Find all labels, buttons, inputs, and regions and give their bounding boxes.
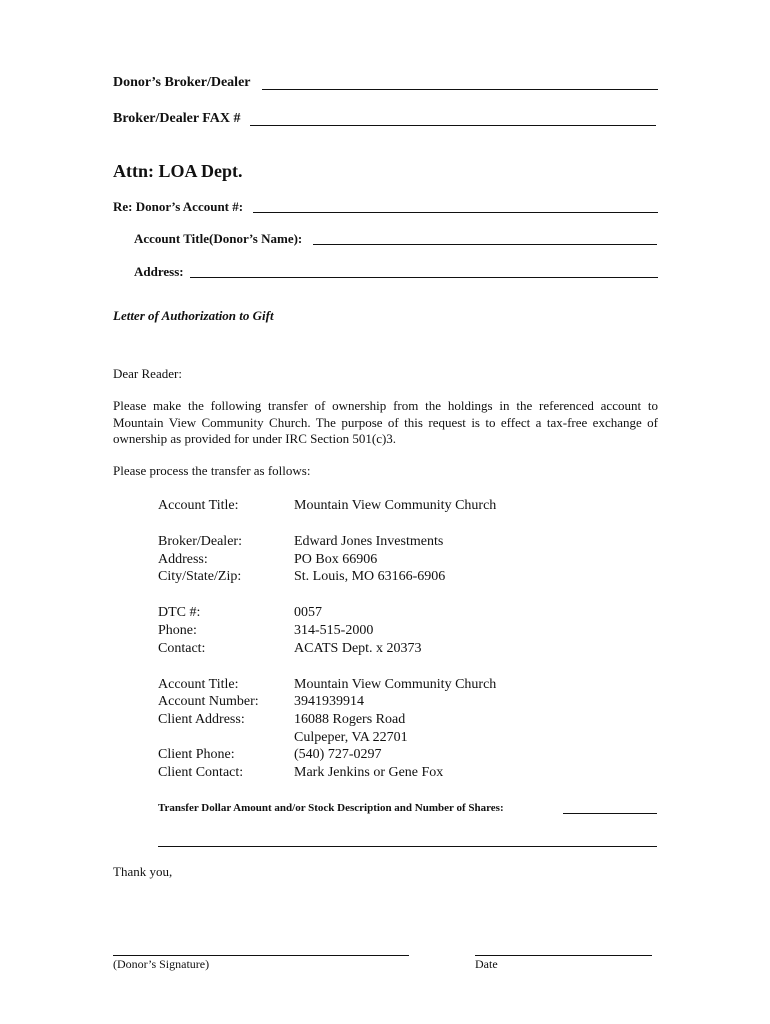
attn-heading: Attn: LOA Dept.	[113, 161, 243, 181]
fax-field[interactable]	[250, 125, 656, 126]
broker-dealer-field[interactable]	[262, 89, 658, 90]
salutation: Dear Reader:	[113, 366, 182, 381]
broker-row-value: Edward Jones Investments	[294, 534, 444, 549]
broker-address-label: Address:	[158, 552, 208, 567]
address-field[interactable]	[190, 277, 658, 278]
fax-label: Broker/Dealer FAX #	[113, 111, 241, 126]
phone-value: 314-515-2000	[294, 623, 374, 638]
address-label: Address:	[134, 264, 184, 279]
paragraph-purpose: Please make the following transfer of ownership from the holdings in the referenced account to Mountain View Community Church. The purpose of this request is to effect a tax-free exchange of ownership as provided for under IRC Section 501(c)3.	[113, 398, 658, 446]
phone-label: Phone:	[158, 623, 197, 638]
re-account-label: Re: Donor’s Account #:	[113, 199, 244, 214]
client-contact-label: Client Contact:	[158, 765, 244, 780]
transfer-amount-label: Transfer Dollar Amount and/or Stock Description and Number of Shares:	[158, 802, 504, 814]
client-contact-value: Mark Jenkins or Gene Fox	[294, 765, 444, 780]
donor-account-field[interactable]	[253, 212, 658, 213]
transfer-amount-field[interactable]	[563, 813, 657, 814]
date-line[interactable]	[475, 955, 652, 956]
thank-you: Thank you,	[113, 864, 173, 879]
city-state-zip-value: St. Louis, MO 63166-6906	[294, 569, 446, 584]
transfer-description-field[interactable]	[158, 846, 657, 847]
dtc-value: 0057	[294, 605, 322, 620]
account-number-value: 3941939914	[294, 694, 364, 709]
city-state-zip-label: City/State/Zip:	[158, 569, 242, 584]
contact-label: Contact:	[158, 641, 206, 656]
client-address-line2: Culpeper, VA 22701	[294, 730, 408, 745]
dtc-label: DTC #:	[158, 605, 201, 620]
broker-address-value: PO Box 66906	[294, 552, 378, 567]
recipient-account-title-label: Account Title:	[158, 677, 239, 692]
client-address-label: Client Address:	[158, 712, 245, 727]
signature-line[interactable]	[113, 955, 409, 956]
signature-label: (Donor’s Signature)	[113, 957, 210, 971]
date-label: Date	[475, 957, 498, 971]
account-title-field[interactable]	[313, 244, 657, 245]
broker-dealer-label: Donor’s Broker/Dealer	[113, 75, 251, 90]
recipient-account-title-value: Mountain View Community Church	[294, 677, 497, 692]
account-title-row-value: Mountain View Community Church	[294, 498, 497, 513]
account-title-label: Account Title(Donor’s Name):	[134, 231, 303, 246]
client-address-line1: 16088 Rogers Road	[294, 712, 406, 727]
broker-row-label: Broker/Dealer:	[158, 534, 242, 549]
account-number-label: Account Number:	[158, 694, 259, 709]
client-phone-label: Client Phone:	[158, 747, 235, 762]
client-phone-value: (540) 727-0297	[294, 747, 382, 762]
account-title-row-label: Account Title:	[158, 498, 239, 513]
contact-value: ACATS Dept. x 20373	[294, 641, 422, 656]
paragraph-process: Please process the transfer as follows:	[113, 463, 311, 478]
letter-heading: Letter of Authorization to Gift	[113, 308, 274, 323]
